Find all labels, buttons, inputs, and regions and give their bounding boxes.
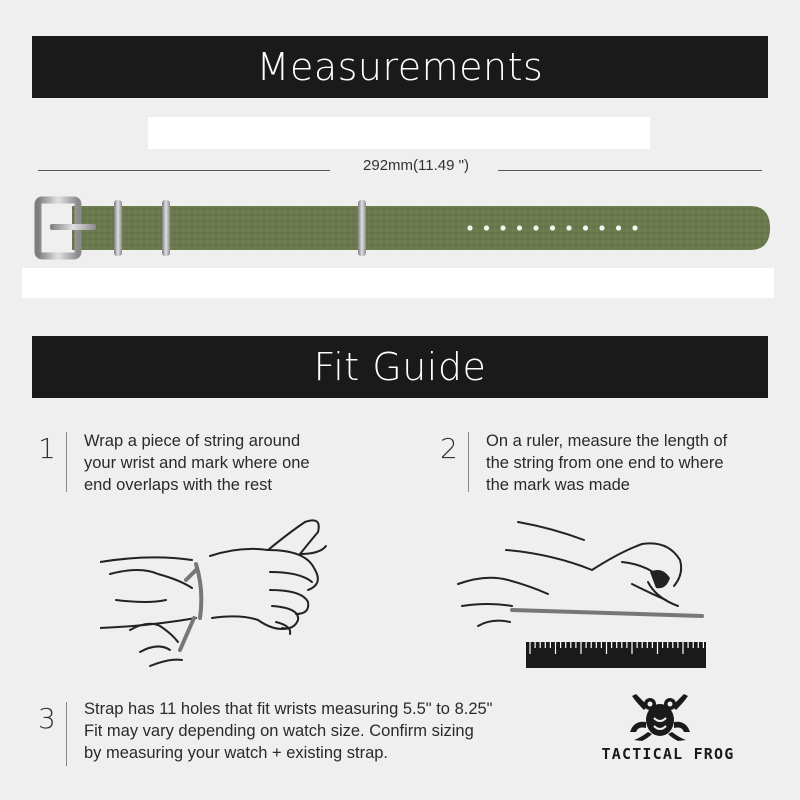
frog-icon xyxy=(628,692,692,742)
step-3-line-2: Fit may vary depending on watch size. Confirm sizing xyxy=(84,722,474,740)
strap-hole xyxy=(517,225,522,230)
strap-hole xyxy=(484,225,489,230)
bottom-white-bar xyxy=(22,268,774,298)
step-1-number: 1 xyxy=(38,432,56,465)
fit-guide-title: Fit Guide xyxy=(313,345,487,389)
dimension-line-right xyxy=(498,170,762,171)
keeper-1 xyxy=(114,200,122,256)
step-2-text xyxy=(486,430,727,496)
strap-band xyxy=(72,206,770,250)
step-1-divider xyxy=(66,432,67,492)
strap-hole xyxy=(467,225,472,230)
wrist-string-illustration xyxy=(100,510,360,675)
strap-hole xyxy=(500,225,505,230)
nato-strap-image xyxy=(30,188,770,268)
step-2-line-2: the string from one end to where xyxy=(486,454,724,472)
strap-hole xyxy=(616,225,621,230)
strap-hole xyxy=(583,225,588,230)
top-white-bar xyxy=(148,117,650,149)
strap-hole xyxy=(550,225,555,230)
step-3-text xyxy=(84,698,493,764)
keeper-3 xyxy=(358,200,366,256)
step-2-line-3: the mark was made xyxy=(486,476,630,494)
keeper-2 xyxy=(162,200,170,256)
brand-name: TACTICAL FROG xyxy=(601,745,735,763)
strap-hole xyxy=(632,225,637,230)
buckle-tongue xyxy=(50,224,96,230)
strap-length-label: 292mm(11.49 ") xyxy=(363,157,469,174)
step-3-line-1: Strap has 11 holes that fit wrists measuring 5.5" to 8.25" xyxy=(84,700,493,718)
measurements-title: Measurements xyxy=(256,45,544,89)
step-3-line-3: by measuring your watch + existing strap. xyxy=(84,744,389,762)
strap-hole xyxy=(533,225,538,230)
step-2-line-1: On a ruler, measure the length of xyxy=(486,432,728,450)
ruler xyxy=(526,642,706,668)
step-2-number: 2 xyxy=(440,432,458,465)
step-3-number: 3 xyxy=(38,702,56,735)
strap-hole xyxy=(599,225,604,230)
step-1-line-2: your wrist and mark where one xyxy=(84,454,310,472)
step-1-text xyxy=(84,430,310,496)
dimension-line-left xyxy=(38,170,330,171)
step-1-line-3: end overlaps with the rest xyxy=(84,476,273,494)
measurements-banner xyxy=(32,36,768,98)
step-3-divider xyxy=(66,702,67,766)
strap-hole xyxy=(566,225,571,230)
step-1-line-1: Wrap a piece of string around xyxy=(84,432,301,450)
step-2-divider xyxy=(468,432,469,492)
fit-guide-banner xyxy=(32,336,768,398)
ruler-measure-illustration xyxy=(452,514,712,674)
